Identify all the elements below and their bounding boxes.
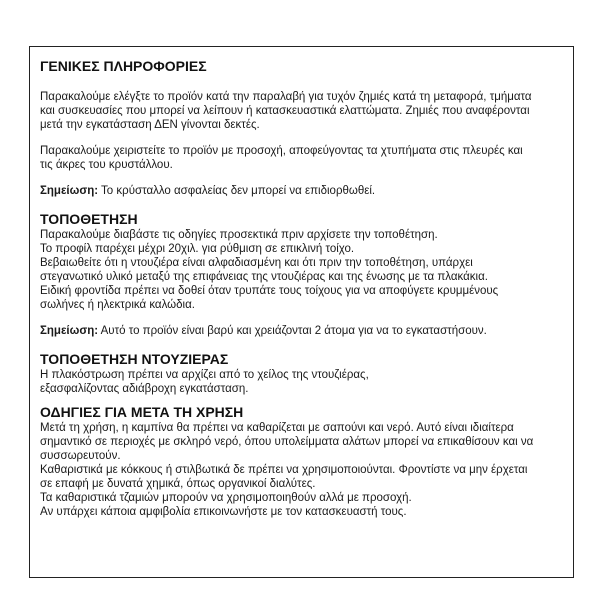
text-line: Βεβαιωθείτε ότι η ντουζιέρα είναι αλφαδιασμένη και ότι πριν την τοποθέτηση, υπάρχει (40, 257, 473, 269)
document-body (40, 58, 568, 519)
text-line: Η πλακόστρωση πρέπει να αρχίζει από το χείλος της ντουζιέρας, (40, 369, 369, 381)
note-label: Σημείωση: (40, 325, 99, 337)
text-line: στεγανωτικό υλικό μεταξύ της επιφάνειας της ντουζιέρας και της ένωσης με τα πλακάκια. (40, 271, 488, 283)
text-line: Καθαριστικά με κόκκους ή στιλβωτικά δε πρέπει να χρησιμοποιούνται. Φροντίστε να μην έρχεται (40, 464, 528, 476)
shower-tray-paragraph (40, 368, 568, 396)
note-text: Το κρύσταλλο ασφαλείας δεν μπορεί να επιδιορθωθεί. (98, 185, 376, 197)
text-line: σωλήνες ή ηλεκτρικά καλώδια. (40, 299, 195, 311)
text-line: Τα καθαριστικά τζαμιών μπορούν να χρησιμοποιηθούν αλλά με προσοχή. (40, 492, 412, 504)
section-heading-shower-tray-installation: ΤΟΠΟΘΕΤΗΣΗ ΝΤΟΥΖΙΕΡΑΣ (40, 351, 229, 367)
note-label: Σημείωση: (40, 185, 99, 197)
text-line: και συσκευασίες που μπορεί να λείπουν ή κατασκευαστικά ελαττώματα. Ζημιές που αναφέρονται (40, 105, 530, 117)
text-line: μετά την εγκατάσταση ΔΕΝ γίνονται δεκτές. (40, 119, 260, 131)
section-heading-general-info: ΓΕΝΙΚΕΣ ΠΛΗΡΟΦΟΡΙΕΣ (40, 58, 207, 74)
section-heading-after-use: ΟΔΗΓΙΕΣ ΓΙΑ ΜΕΤΑ ΤΗ ΧΡΗΣΗ (40, 404, 244, 420)
text-line: συσσωρευτούν. (40, 450, 121, 462)
text-line: Αν υπάρχει κάποια αμφιβολία επικοινωνήστε με τον κατασκευαστή τους. (40, 506, 407, 518)
note-text: Αυτό το προϊόν είναι βαρύ και χρειάζονται 2 άτομα για να το εγκαταστήσουν. (98, 325, 487, 337)
section-heading-installation: ΤΟΠΟΘΕΤΗΣΗ (40, 211, 138, 227)
text-line: Παρακαλούμε διαβάστε τις οδηγίες προσεκτικά πριν αρχίσετε την τοποθέτηση. (40, 229, 438, 241)
text-line: Παρακαλούμε ελέγξτε το προϊόν κατά την παραλαβή για τυχόν ζημιές κατά τη μεταφορά, τμήματα (40, 91, 532, 103)
text-line: Παρακαλούμε χειριστείτε το προϊόν με προσοχή, αποφεύγοντας τα χτυπήματα στις πλευρές και (40, 145, 523, 157)
text-line: σε επαφή με δυνατά χημικά, όπως οργανικοί διαλύτες. (40, 478, 316, 490)
text-line: σημαντικό σε περιοχές με σκληρό νερό, όπου υπολείμματα αλάτων μπορεί να επικαθίσουν και να (40, 436, 534, 448)
installation-note (40, 324, 568, 338)
text-line: τις άκρες του κρυστάλλου. (40, 159, 173, 171)
text-line: Το προφίλ παρέχει μέχρι 20χιλ. για ρύθμιση σε επικλινή τοίχο. (40, 243, 355, 255)
general-info-note (40, 184, 568, 198)
general-info-paragraph-2 (40, 144, 568, 172)
after-use-paragraph (40, 421, 568, 519)
text-line: Ειδική φροντίδα πρέπει να δοθεί όταν τρυπάτε τους τοίχους για να αποφύγετε κρυμμένους (40, 285, 499, 297)
general-info-paragraph-1 (40, 90, 568, 132)
installation-paragraph (40, 228, 568, 312)
text-line: Μετά τη χρήση, η καμπίνα θα πρέπει να καθαρίζεται με σαπούνι και νερό. Αυτό είναι ιδιαίτερα (40, 422, 514, 434)
text-line: εξασφαλίζοντας αδιάβροχη εγκατάσταση. (40, 383, 249, 395)
